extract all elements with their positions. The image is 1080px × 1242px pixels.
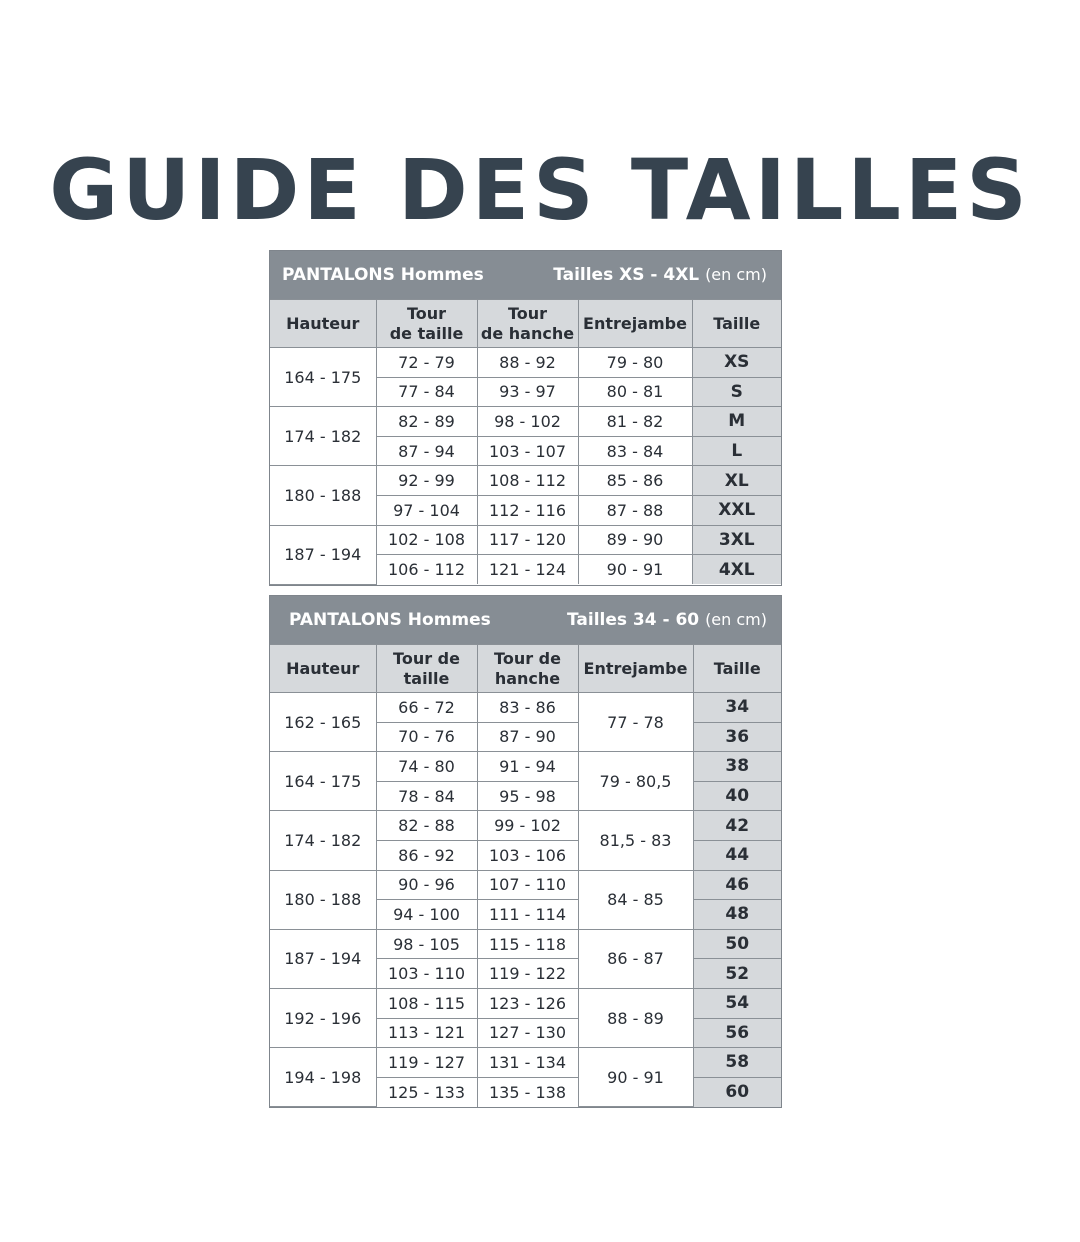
cell-size: 54 <box>693 988 781 1018</box>
cell-tour-hanche: 111 - 114 <box>477 900 578 930</box>
cell-size: S <box>692 377 781 407</box>
banner-unit: (en cm) <box>705 265 767 284</box>
cell-tour-taille: 125 - 133 <box>376 1077 477 1107</box>
cell-hauteur: 174 - 182 <box>270 407 376 466</box>
cell-tour-hanche: 119 - 122 <box>477 959 578 989</box>
cell-size: 38 <box>693 752 781 782</box>
cell-tour-hanche: 91 - 94 <box>477 752 578 782</box>
header-hauteur: Hauteur <box>270 645 376 693</box>
cell-tour-hanche: 103 - 107 <box>477 436 578 466</box>
cell-tour-taille: 70 - 76 <box>376 722 477 752</box>
cell-entrejambe: 86 - 87 <box>578 929 693 988</box>
cell-size: 58 <box>693 1048 781 1078</box>
cell-entrejambe: 88 - 89 <box>578 988 693 1047</box>
cell-hauteur: 187 - 194 <box>270 929 376 988</box>
header-entrejambe: Entrejambe <box>578 645 693 693</box>
cell-tour-hanche: 117 - 120 <box>477 525 578 555</box>
header-taille: Taille <box>693 645 781 693</box>
cell-size: 40 <box>693 781 781 811</box>
table-row <box>270 988 781 1018</box>
cell-tour-taille: 106 - 112 <box>376 555 477 585</box>
header-tour-hanche <box>477 300 578 348</box>
header-hauteur: Hauteur <box>270 300 376 348</box>
cell-entrejambe: 90 - 91 <box>578 555 692 585</box>
header-row <box>270 300 781 348</box>
cell-size: 44 <box>693 840 781 870</box>
cell-tour-hanche: 103 - 106 <box>477 840 578 870</box>
cell-entrejambe: 89 - 90 <box>578 525 692 555</box>
cell-size: XXL <box>692 495 781 525</box>
header-tour-hanche-line2: hanche <box>494 668 561 688</box>
cell-entrejambe: 81 - 82 <box>578 407 692 437</box>
cell-size: 60 <box>693 1077 781 1107</box>
table-row <box>270 693 781 723</box>
cell-tour-taille: 113 - 121 <box>376 1018 477 1048</box>
header-tour-taille-line2: de taille <box>389 323 464 343</box>
cell-tour-hanche: 121 - 124 <box>477 555 578 585</box>
cell-tour-taille: 97 - 104 <box>376 495 477 525</box>
cell-size: L <box>692 436 781 466</box>
banner-category: PANTALONS Hommes <box>282 265 484 285</box>
table-banner <box>270 596 781 644</box>
header-tour-taille <box>376 300 477 348</box>
header-row <box>270 645 781 693</box>
cell-tour-taille: 94 - 100 <box>376 900 477 930</box>
banner-range-main: Tailles 34 - 60 <box>567 610 700 630</box>
cell-tour-hanche: 95 - 98 <box>477 781 578 811</box>
cell-hauteur: 164 - 175 <box>270 752 376 811</box>
cell-tour-taille: 66 - 72 <box>376 693 477 723</box>
header-tour-hanche-line2: de hanche <box>480 323 575 343</box>
banner-range <box>553 265 767 285</box>
cell-tour-taille: 102 - 108 <box>376 525 477 555</box>
size-grid <box>270 644 781 1107</box>
cell-tour-hanche: 115 - 118 <box>477 929 578 959</box>
cell-tour-hanche: 93 - 97 <box>477 377 578 407</box>
size-grid <box>270 299 781 585</box>
cell-size: XL <box>692 466 781 496</box>
cell-entrejambe: 90 - 91 <box>578 1048 693 1107</box>
cell-entrejambe: 87 - 88 <box>578 495 692 525</box>
cell-tour-hanche: 88 - 92 <box>477 348 578 378</box>
header-tour-hanche-line1: Tour de <box>494 648 561 668</box>
cell-hauteur: 162 - 165 <box>270 693 376 752</box>
cell-entrejambe: 80 - 81 <box>578 377 692 407</box>
table-row <box>270 407 781 437</box>
cell-tour-hanche: 87 - 90 <box>477 722 578 752</box>
cell-hauteur: 174 - 182 <box>270 811 376 870</box>
table-row <box>270 752 781 782</box>
cell-tour-taille: 87 - 94 <box>376 436 477 466</box>
cell-size: 52 <box>693 959 781 989</box>
cell-entrejambe: 77 - 78 <box>578 693 693 752</box>
cell-size: 4XL <box>692 555 781 585</box>
table-row <box>270 870 781 900</box>
banner-range <box>567 610 767 630</box>
cell-tour-hanche: 83 - 86 <box>477 693 578 723</box>
cell-tour-taille: 78 - 84 <box>376 781 477 811</box>
header-tour-taille-line1: Tour de <box>393 648 460 668</box>
cell-size: XS <box>692 348 781 378</box>
cell-size: M <box>692 407 781 437</box>
cell-entrejambe: 79 - 80 <box>578 348 692 378</box>
header-tour-taille-line2: taille <box>403 668 450 688</box>
table-row <box>270 929 781 959</box>
cell-tour-taille: 92 - 99 <box>376 466 477 496</box>
page-title: GUIDE DES TAILLES <box>49 141 1031 239</box>
cell-tour-hanche: 108 - 112 <box>477 466 578 496</box>
cell-size: 48 <box>693 900 781 930</box>
cell-tour-taille: 72 - 79 <box>376 348 477 378</box>
cell-hauteur: 194 - 198 <box>270 1048 376 1107</box>
banner-unit: (en cm) <box>705 610 767 629</box>
cell-tour-hanche: 99 - 102 <box>477 811 578 841</box>
cell-size: 36 <box>693 722 781 752</box>
header-tour-hanche-line1: Tour <box>507 303 548 323</box>
cell-tour-hanche: 127 - 130 <box>477 1018 578 1048</box>
cell-tour-taille: 98 - 105 <box>376 929 477 959</box>
header-tour-hanche <box>477 645 578 693</box>
cell-entrejambe: 83 - 84 <box>578 436 692 466</box>
header-tour-taille-line1: Tour <box>406 303 447 323</box>
header-entrejambe: Entrejambe <box>578 300 692 348</box>
table-row <box>270 348 781 378</box>
cell-tour-hanche: 112 - 116 <box>477 495 578 525</box>
header-taille: Taille <box>692 300 781 348</box>
cell-tour-hanche: 135 - 138 <box>477 1077 578 1107</box>
table-banner <box>270 251 781 299</box>
cell-tour-taille: 74 - 80 <box>376 752 477 782</box>
cell-entrejambe: 81,5 - 83 <box>578 811 693 870</box>
cell-tour-taille: 82 - 88 <box>376 811 477 841</box>
header-tour-taille <box>376 645 477 693</box>
cell-tour-taille: 108 - 115 <box>376 988 477 1018</box>
cell-tour-taille: 119 - 127 <box>376 1048 477 1078</box>
cell-entrejambe: 79 - 80,5 <box>578 752 693 811</box>
cell-tour-hanche: 131 - 134 <box>477 1048 578 1078</box>
size-table-34-60 <box>269 595 782 1108</box>
cell-tour-taille: 77 - 84 <box>376 377 477 407</box>
cell-size: 3XL <box>692 525 781 555</box>
table-row <box>270 525 781 555</box>
table-row <box>270 466 781 496</box>
cell-hauteur: 192 - 196 <box>270 988 376 1047</box>
cell-tour-taille: 103 - 110 <box>376 959 477 989</box>
cell-tour-hanche: 107 - 110 <box>477 870 578 900</box>
table-row <box>270 1048 781 1078</box>
cell-entrejambe: 85 - 86 <box>578 466 692 496</box>
cell-size: 42 <box>693 811 781 841</box>
cell-entrejambe: 84 - 85 <box>578 870 693 929</box>
banner-category: PANTALONS Hommes <box>289 610 491 630</box>
banner-range-main: Tailles XS - 4XL <box>553 265 700 285</box>
cell-size: 56 <box>693 1018 781 1048</box>
cell-tour-hanche: 98 - 102 <box>477 407 578 437</box>
cell-size: 46 <box>693 870 781 900</box>
cell-hauteur: 164 - 175 <box>270 348 376 407</box>
cell-hauteur: 180 - 188 <box>270 466 376 525</box>
table-row <box>270 811 781 841</box>
cell-size: 50 <box>693 929 781 959</box>
size-table-xs-4xl <box>269 250 782 586</box>
cell-hauteur: 187 - 194 <box>270 525 376 584</box>
cell-tour-taille: 82 - 89 <box>376 407 477 437</box>
cell-tour-hanche: 123 - 126 <box>477 988 578 1018</box>
cell-tour-taille: 90 - 96 <box>376 870 477 900</box>
cell-hauteur: 180 - 188 <box>270 870 376 929</box>
cell-tour-taille: 86 - 92 <box>376 840 477 870</box>
cell-size: 34 <box>693 693 781 723</box>
